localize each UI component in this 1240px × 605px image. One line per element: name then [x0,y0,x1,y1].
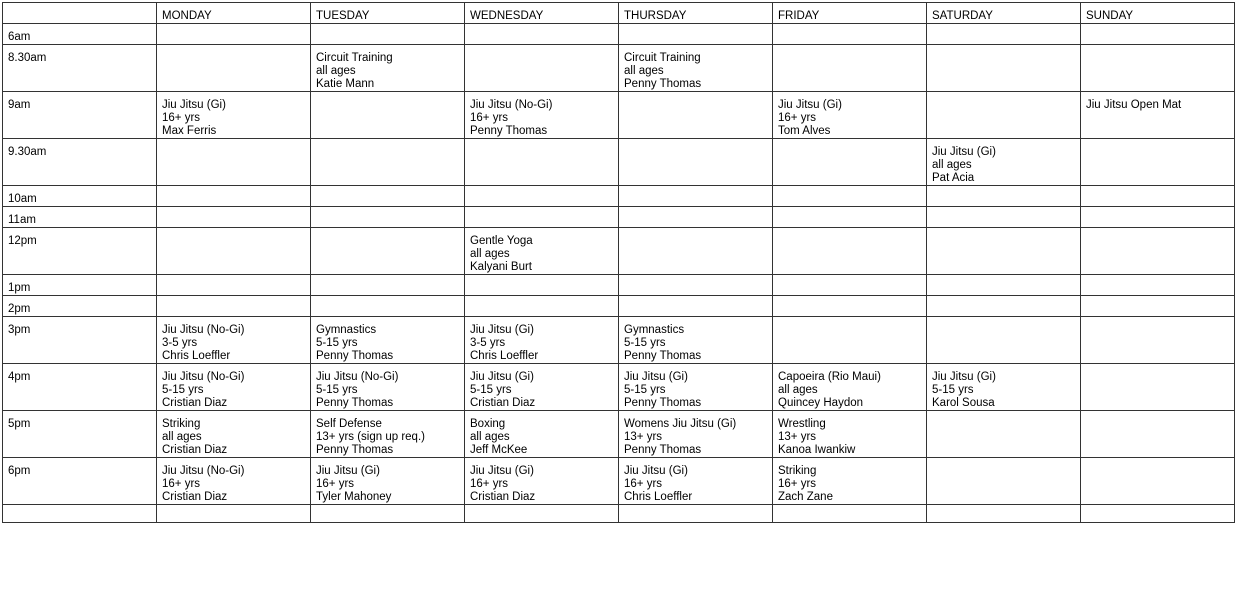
day-header-thursday: THURSDAY [619,3,773,24]
time-label: 9.30am [3,139,157,186]
empty-cell [157,139,311,186]
empty-cell [619,228,773,275]
class-cell-friday [773,458,927,505]
class-cell-thursday [619,364,773,411]
empty-cell [619,92,773,139]
empty-cell [1081,364,1235,411]
empty-cell [927,207,1081,228]
class-age-group: 16+ yrs [624,478,663,490]
empty-cell [927,317,1081,364]
empty-cell [157,296,311,317]
empty-cell [1081,139,1235,186]
time-label: 12pm [3,228,157,275]
class-cell-monday [157,458,311,505]
empty-cell [773,139,927,186]
empty-cell [619,275,773,296]
empty-cell [311,92,465,139]
class-instructor: Tyler Mahoney [316,491,392,503]
empty-cell [773,45,927,92]
empty-cell [773,275,927,296]
class-cell-thursday [619,45,773,92]
day-header-sunday: SUNDAY [1081,3,1235,24]
empty-cell [311,296,465,317]
class-age-group: all ages [162,431,202,443]
class-instructor: Penny Thomas [624,397,702,409]
time-slot-row [3,186,1235,207]
empty-cell [927,24,1081,45]
class-cell-friday [773,364,927,411]
class-age-group: 5-15 yrs [470,384,512,396]
class-cell-tuesday [311,458,465,505]
time-label: 1pm [3,275,157,296]
class-age-group: 16+ yrs [470,112,509,124]
class-name: Gymnastics [624,324,685,336]
empty-cell [1081,24,1235,45]
class-instructor: Katie Mann [316,78,375,90]
empty-cell [157,275,311,296]
empty-cell [619,296,773,317]
class-cell-wednesday [465,458,619,505]
class-cell-monday [157,92,311,139]
class-instructor: Pat Acia [932,172,975,184]
empty-cell [157,228,311,275]
empty-cell [157,45,311,92]
empty-cell [465,505,619,523]
class-age-group: all ages [316,65,356,77]
empty-cell [927,186,1081,207]
time-label: 2pm [3,296,157,317]
time-label [3,505,157,523]
empty-cell [465,275,619,296]
empty-cell [619,207,773,228]
time-label: 6am [3,24,157,45]
empty-cell [1081,186,1235,207]
empty-cell [927,45,1081,92]
class-name: Jiu Jitsu (No-Gi) [162,465,245,477]
class-name: Jiu Jitsu (Gi) [162,99,226,111]
class-age-group: all ages [778,384,818,396]
class-cell-monday [157,364,311,411]
time-label: 4pm [3,364,157,411]
class-age-group: 13+ yrs (sign up req.) [316,431,425,443]
class-name: Jiu Jitsu (Gi) [624,465,688,477]
empty-cell [311,275,465,296]
class-name: Jiu Jitsu Open Mat [1086,99,1182,111]
class-cell-saturday [927,364,1081,411]
empty-cell [1081,411,1235,458]
class-age-group: all ages [470,248,510,260]
empty-cell [927,275,1081,296]
empty-cell [773,505,927,523]
day-header-wednesday: WEDNESDAY [465,3,619,24]
class-name: Jiu Jitsu (No-Gi) [162,324,245,336]
class-age-group: 3-5 yrs [470,337,506,349]
time-slot-row [3,296,1235,317]
class-name: Jiu Jitsu (Gi) [470,465,534,477]
class-cell-sunday [1081,92,1235,139]
class-cell-thursday [619,411,773,458]
class-age-group: 13+ yrs [778,431,817,443]
class-name: Wrestling [778,418,826,430]
empty-cell [465,45,619,92]
empty-cell [1081,207,1235,228]
time-slot-row [3,364,1235,411]
empty-cell [1081,275,1235,296]
corner-cell [3,3,157,24]
time-slot-row [3,275,1235,296]
class-schedule-table [2,2,1235,523]
empty-cell [927,411,1081,458]
class-instructor: Kanoa Iwankiw [778,444,856,456]
empty-cell [311,505,465,523]
class-cell-wednesday [465,92,619,139]
empty-cell [465,207,619,228]
day-header-row [3,3,1235,24]
empty-cell [157,207,311,228]
class-cell-thursday [619,317,773,364]
class-name: Striking [162,418,201,430]
time-slot-row [3,317,1235,364]
empty-cell [927,92,1081,139]
empty-cell [465,24,619,45]
class-age-group: 3-5 yrs [162,337,198,349]
class-name: Jiu Jitsu (No-Gi) [162,371,245,383]
class-age-group: 5-15 yrs [624,384,666,396]
class-name: Jiu Jitsu (No-Gi) [470,99,553,111]
class-cell-tuesday [311,364,465,411]
time-label: 6pm [3,458,157,505]
class-name: Capoeira (Rio Maui) [778,371,881,383]
class-instructor: Tom Alves [778,125,831,137]
class-age-group: 5-15 yrs [316,337,358,349]
class-cell-tuesday [311,411,465,458]
class-age-group: 16+ yrs [316,478,355,490]
empty-cell [157,186,311,207]
empty-cell [773,296,927,317]
time-slot-row [3,139,1235,186]
class-name: Jiu Jitsu (No-Gi) [316,371,399,383]
class-instructor: Zach Zane [778,491,833,503]
class-instructor: Penny Thomas [470,125,548,137]
class-name: Circuit Training [316,52,393,64]
time-label: 11am [3,207,157,228]
class-age-group: 5-15 yrs [162,384,204,396]
time-slot-row [3,458,1235,505]
empty-cell [311,207,465,228]
class-cell-wednesday [465,317,619,364]
class-cell-friday [773,411,927,458]
empty-cell [773,317,927,364]
class-name: Jiu Jitsu (Gi) [778,99,842,111]
time-slot-row [3,505,1235,523]
class-cell-tuesday [311,317,465,364]
class-instructor: Penny Thomas [624,444,702,456]
class-age-group: all ages [470,431,510,443]
class-instructor: Penny Thomas [316,397,394,409]
class-cell-thursday [619,458,773,505]
day-header-friday: FRIDAY [773,3,927,24]
class-instructor: Kalyani Burt [470,261,533,273]
day-header-saturday: SATURDAY [927,3,1081,24]
class-age-group: 5-15 yrs [624,337,666,349]
empty-cell [1081,45,1235,92]
class-name: Jiu Jitsu (Gi) [932,146,996,158]
class-name: Jiu Jitsu (Gi) [624,371,688,383]
class-age-group: 16+ yrs [162,112,201,124]
class-instructor: Chris Loeffler [162,350,231,362]
time-label: 9am [3,92,157,139]
time-label: 10am [3,186,157,207]
class-instructor: Max Ferris [162,125,217,137]
class-instructor: Chris Loeffler [624,491,693,503]
time-slot-row [3,92,1235,139]
empty-cell [311,24,465,45]
class-age-group: 16+ yrs [778,112,817,124]
class-name: Jiu Jitsu (Gi) [932,371,996,383]
empty-cell [619,24,773,45]
class-cell-saturday [927,139,1081,186]
empty-cell [311,186,465,207]
class-name: Gentle Yoga [470,235,533,247]
empty-cell [619,139,773,186]
class-cell-wednesday [465,411,619,458]
empty-cell [773,228,927,275]
class-instructor: Penny Thomas [316,350,394,362]
day-header-tuesday: TUESDAY [311,3,465,24]
time-label: 5pm [3,411,157,458]
empty-cell [619,186,773,207]
class-name: Womens Jiu Jitsu (Gi) [624,418,737,430]
class-cell-monday [157,411,311,458]
class-cell-wednesday [465,364,619,411]
class-instructor: Penny Thomas [624,78,702,90]
class-cell-wednesday [465,228,619,275]
class-instructor: Cristian Diaz [162,491,228,503]
class-instructor: Penny Thomas [624,350,702,362]
class-name: Gymnastics [316,324,377,336]
class-instructor: Cristian Diaz [470,491,536,503]
empty-cell [773,207,927,228]
time-slot-row [3,24,1235,45]
empty-cell [465,139,619,186]
empty-cell [773,186,927,207]
class-cell-friday [773,92,927,139]
class-age-group: all ages [932,159,972,171]
empty-cell [311,228,465,275]
class-age-group: 16+ yrs [470,478,509,490]
class-cell-tuesday [311,45,465,92]
class-name: Jiu Jitsu (Gi) [470,371,534,383]
empty-cell [927,458,1081,505]
empty-cell [927,228,1081,275]
class-name: Boxing [470,418,506,430]
empty-cell [1081,228,1235,275]
time-slot-row [3,228,1235,275]
class-instructor: Chris Loeffler [470,350,539,362]
class-age-group: 13+ yrs [624,431,663,443]
class-instructor: Penny Thomas [316,444,394,456]
class-instructor: Quincey Haydon [778,397,864,409]
empty-cell [773,24,927,45]
class-instructor: Karol Sousa [932,397,995,409]
time-label: 3pm [3,317,157,364]
class-age-group: 5-15 yrs [932,384,974,396]
class-instructor: Cristian Diaz [470,397,536,409]
class-age-group: all ages [624,65,664,77]
time-label: 8.30am [3,45,157,92]
class-name: Jiu Jitsu (Gi) [470,324,534,336]
time-slot-row [3,207,1235,228]
class-name: Self Defense [316,418,382,430]
empty-cell [157,24,311,45]
day-header-monday: MONDAY [157,3,311,24]
class-name: Striking [778,465,817,477]
empty-cell [927,296,1081,317]
empty-cell [465,296,619,317]
class-age-group: 5-15 yrs [316,384,358,396]
empty-cell [1081,317,1235,364]
class-instructor: Jeff McKee [470,444,528,456]
empty-cell [1081,296,1235,317]
time-slot-row [3,45,1235,92]
class-age-group: 16+ yrs [778,478,817,490]
empty-cell [619,505,773,523]
time-slot-row [3,411,1235,458]
empty-cell [157,505,311,523]
empty-cell [1081,458,1235,505]
empty-cell [1081,505,1235,523]
class-cell-monday [157,317,311,364]
class-instructor: Cristian Diaz [162,444,228,456]
class-name: Circuit Training [624,52,701,64]
empty-cell [311,139,465,186]
class-instructor: Cristian Diaz [162,397,228,409]
class-name: Jiu Jitsu (Gi) [316,465,380,477]
empty-cell [927,505,1081,523]
empty-cell [465,186,619,207]
class-age-group: 16+ yrs [162,478,201,490]
